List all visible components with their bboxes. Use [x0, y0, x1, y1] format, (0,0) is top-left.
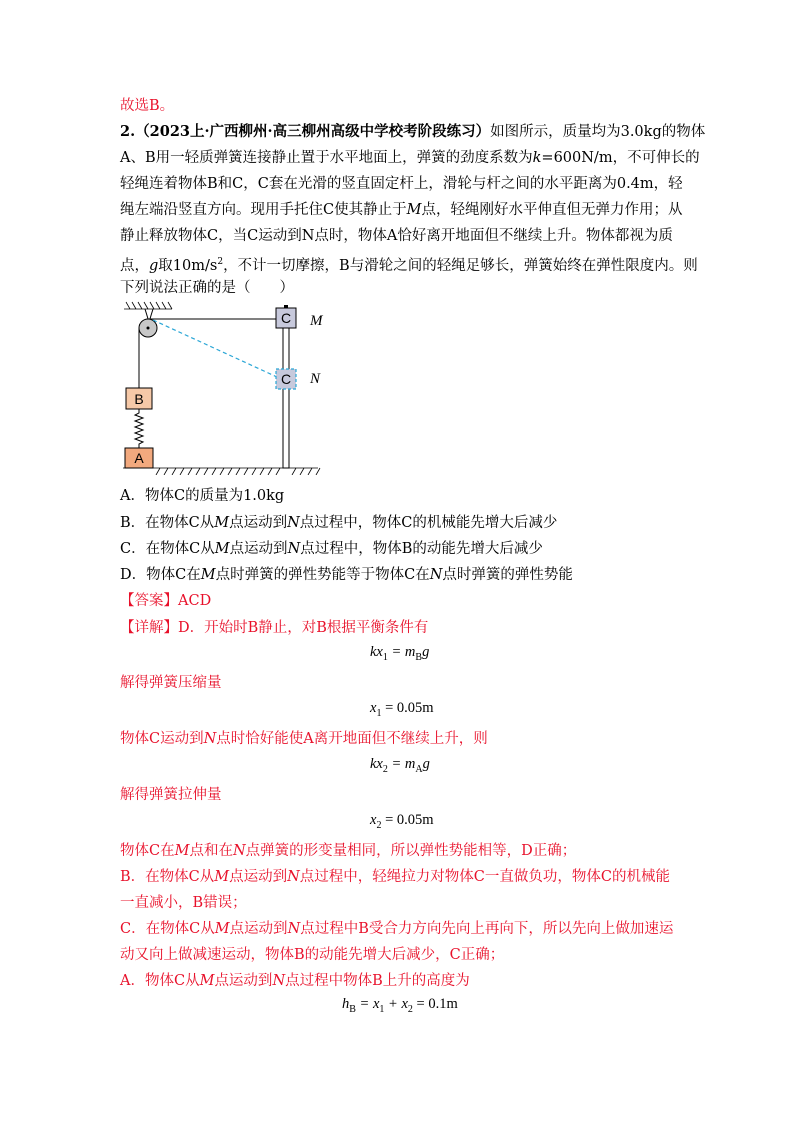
question-line-3: 轻绳连着物体B和C，C套在光滑的竖直固定杆上，滑轮与杆之间的水平距离为0.4m，轻	[120, 176, 683, 192]
vertical-rod	[280, 314, 292, 468]
eq-part: = m	[387, 756, 416, 772]
eq-sub: B	[415, 651, 423, 663]
eq-sub: 2	[382, 763, 388, 775]
solution-text: C．在物体C从	[120, 921, 215, 937]
eq-sub: B	[349, 1003, 356, 1015]
question-text: ，不计一切摩擦，B与滑轮之间的轻绳足够长，弹簧始终在弹性限度内。则	[223, 257, 698, 274]
option-text: 点运动到	[229, 515, 288, 531]
equation-5	[342, 996, 458, 1015]
label-A: A	[134, 450, 144, 466]
label-C-top: C	[280, 310, 292, 326]
question-text: A、B用一轻质弹簧连接静止置于水平地面上，弹簧的劲度系数为	[120, 150, 533, 166]
solution-text: 点和在	[189, 843, 233, 859]
option-text: D．物体C在	[120, 567, 201, 583]
solution-text: 点过程中物体B上升的高度为	[285, 973, 470, 989]
ceiling	[124, 302, 172, 309]
eq-part: g	[422, 644, 430, 660]
question-text: 绳左端沿竖直方向。现用手托住C使其静止于	[120, 202, 407, 218]
solution-step-1: 解得弹簧压缩量	[120, 675, 222, 691]
question-text: 点，轻绳刚好水平伸直但无弹力作用；从	[421, 202, 683, 218]
solution-text: 点时恰好能使A离开地面但不继续上升，则	[216, 731, 488, 747]
var-N: N	[203, 731, 217, 747]
question-line-5: 静止释放物体C，当C运动到N点时，物体A恰好离开地面但不继续上升。物体都视为质	[120, 228, 673, 244]
question-number: 2.	[120, 123, 136, 140]
solution-step-7	[120, 918, 673, 940]
label-N: N	[310, 371, 321, 387]
eq-part: kx	[370, 756, 383, 772]
solution-step-2	[120, 728, 488, 750]
question-text: =600N/m，不可伸长的	[541, 150, 700, 166]
question-text: 如图所示，质量均为3.0kg的物体	[490, 124, 706, 140]
option-text: 点时弹簧的弹性势能	[442, 567, 573, 583]
eq-part: x	[370, 700, 377, 716]
eq-part: = m	[387, 644, 416, 660]
var-N: N	[287, 515, 300, 531]
option-C	[120, 538, 543, 560]
var-N: N	[287, 921, 301, 937]
solution-text: 物体C运动到	[120, 731, 204, 747]
solution-step-6: 一直减小，B错误；	[120, 895, 247, 911]
solution-step-4	[120, 840, 576, 862]
solution-text: 点过程中，轻绳拉力对物体C一直做负功，物体C的机械能	[299, 869, 670, 885]
var-M: M	[214, 515, 230, 531]
var-M: M	[200, 567, 216, 583]
solution-text: 点运动到	[229, 869, 288, 885]
eq-part: h	[342, 996, 350, 1012]
label-M: M	[310, 313, 323, 329]
option-text: 点过程中，物体C的机械能先增大后减少	[299, 515, 558, 531]
option-text: C．在物体C从	[120, 541, 215, 557]
var-N: N	[429, 567, 443, 583]
eq-sub: A	[415, 763, 423, 775]
eq-part: + x	[384, 996, 408, 1012]
equation-2	[370, 700, 434, 719]
var-M: M	[199, 973, 215, 989]
detail-heading: 【详解】D．开始时B静止，对B根据平衡条件有	[120, 620, 429, 636]
option-B	[120, 512, 557, 534]
question-line-2	[120, 147, 700, 169]
var-g: g	[149, 257, 159, 274]
eq-part: x	[370, 812, 377, 828]
eq-part: = x	[355, 996, 380, 1012]
equation-3	[370, 756, 430, 775]
var-N: N	[287, 869, 300, 885]
solution-step-3: 解得弹簧拉伸量	[120, 787, 222, 803]
option-D	[120, 564, 573, 586]
eq-sub: 2	[376, 819, 382, 831]
solution-text: 点运动到	[214, 973, 273, 989]
eq-sub: 1	[376, 707, 382, 719]
var-M: M	[214, 541, 230, 557]
option-text: 点运动到	[229, 541, 288, 557]
equation-4	[370, 812, 434, 831]
equation-1	[370, 644, 429, 663]
solution-text: 点过程中B受合力方向先向上再向下，所以先向上做加速运	[300, 921, 674, 937]
option-text: B．在物体C从	[120, 515, 215, 531]
var-k: k	[532, 150, 542, 166]
superscript: 2	[217, 257, 224, 267]
ground	[123, 468, 320, 475]
question-line-6	[120, 251, 698, 277]
solution-text: B．在物体C从	[120, 869, 215, 885]
eq-sub: 2	[407, 1003, 413, 1015]
var-N: N	[272, 973, 286, 989]
option-text: 点过程中，物体B的动能先增大后减少	[300, 541, 543, 557]
solution-text: 物体C在	[120, 843, 175, 859]
eq-sub: 1	[382, 651, 388, 663]
var-M: M	[406, 202, 422, 218]
solution-step-8: 动又向上做减速运动，物体B的动能先增大后减少，C正确；	[120, 947, 505, 963]
question-source: （2023上·广西柳州·高三柳州高级中学校考阶段练习）	[135, 123, 491, 140]
var-M: M	[174, 843, 190, 859]
solution-text: A．物体C从	[120, 973, 200, 989]
var-M: M	[214, 869, 230, 885]
answer: 【答案】ACD	[120, 593, 212, 609]
eq-part: = 0.05m	[381, 812, 434, 828]
question-line-7: 下列说法正确的是（ ）	[120, 280, 294, 296]
solution-step-5	[120, 866, 670, 888]
question-text: 点，	[120, 257, 149, 274]
eq-part: = 0.1m	[412, 996, 458, 1012]
physics-diagram	[120, 300, 330, 475]
var-N: N	[232, 843, 246, 859]
eq-part: g	[422, 756, 430, 772]
var-M: M	[214, 921, 230, 937]
solution-text: 点弹簧的形变量相同，所以弹性势能相等，D正确；	[245, 843, 577, 859]
spring	[135, 409, 143, 448]
var-N: N	[287, 541, 301, 557]
question-text: 取10m/s	[158, 257, 218, 274]
label-C-bottom: C	[280, 371, 292, 387]
eq-part: = 0.05m	[381, 700, 434, 716]
rope-dashed	[153, 320, 277, 377]
label-B: B	[134, 391, 144, 407]
option-text: 点时弹簧的弹性势能等于物体C在	[215, 567, 430, 583]
eq-sub: 1	[379, 1003, 385, 1015]
question-line-4	[120, 199, 682, 221]
option-A: A．物体C的质量为1.0kg	[120, 488, 285, 504]
prev-conclusion: 故选B。	[120, 98, 175, 114]
question-line-1	[120, 121, 705, 143]
solution-step-9	[120, 970, 470, 992]
solution-text: 点运动到	[229, 921, 288, 937]
eq-part: kx	[370, 644, 383, 660]
